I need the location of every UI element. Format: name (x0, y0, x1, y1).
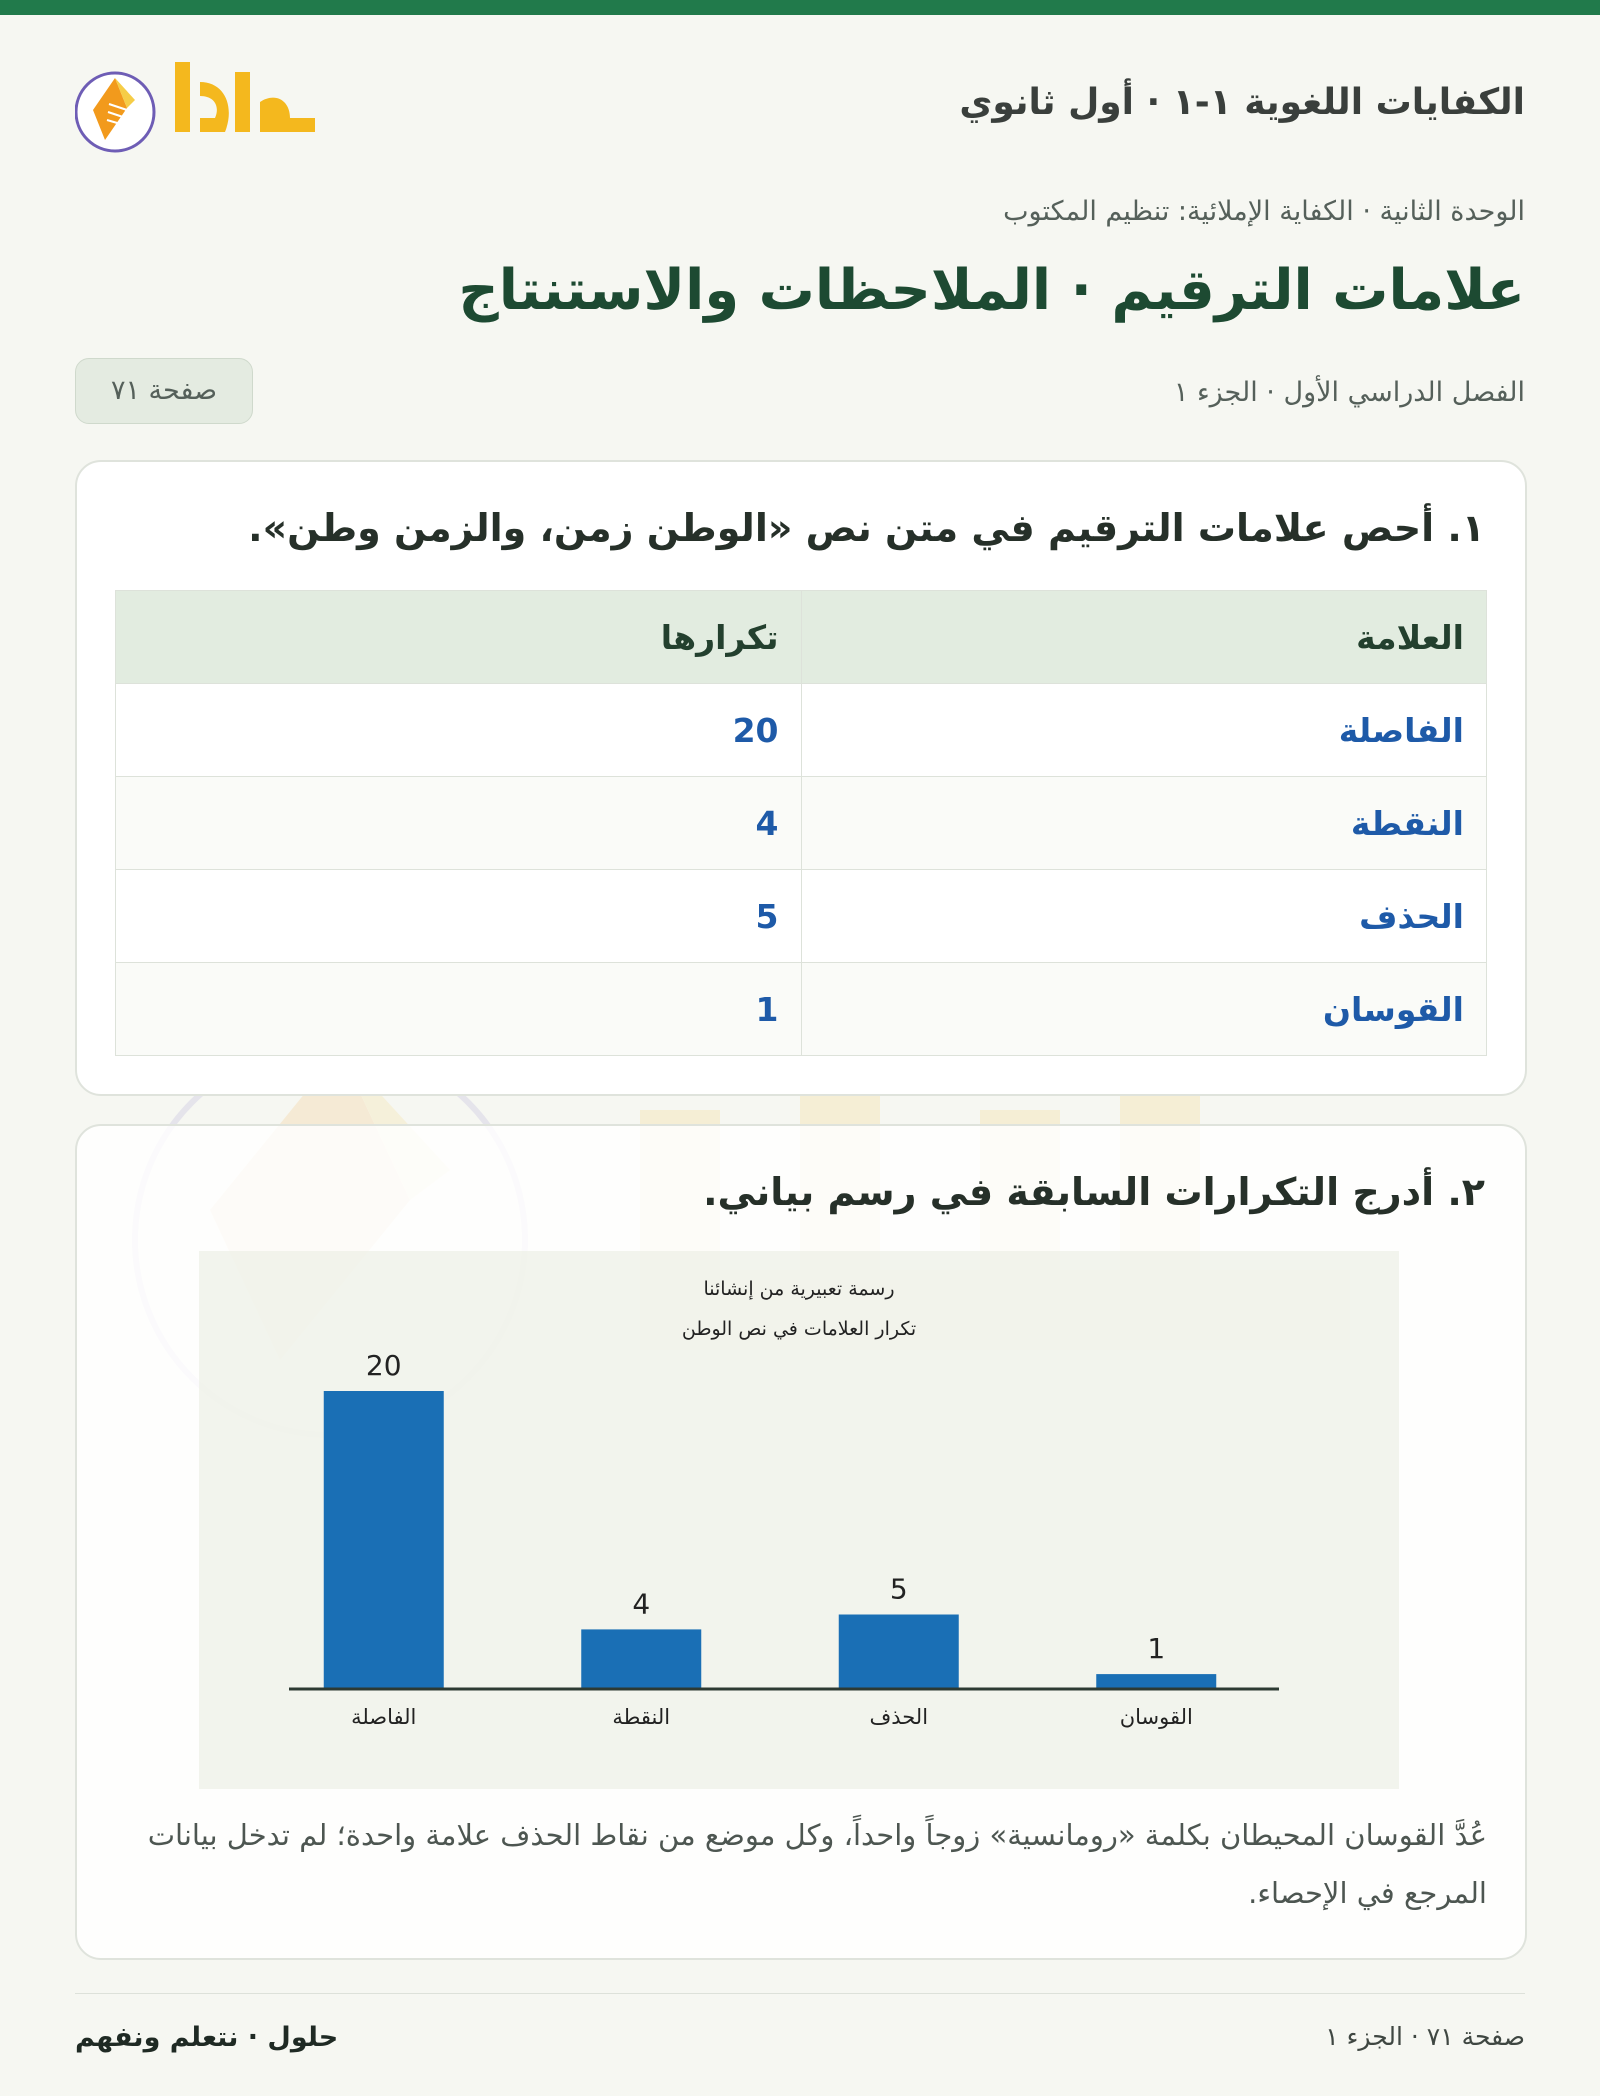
bar-value-label: 1 (1147, 1632, 1166, 1666)
mark-cell: الفاصلة (801, 684, 1487, 777)
question-1-title: ١. أحص علامات الترقيم في متن نص «الوطن زمن، والزمن وطن». (248, 506, 1485, 550)
bar-4 (1096, 1674, 1216, 1689)
semester-line: الفصل الدراسي الأول · الجزء ١ (1173, 377, 1525, 408)
table-row (116, 684, 1487, 777)
chart-subtitle: رسمة تعبيرية من إنشائنا (703, 1278, 895, 1300)
question-2-title: ٢. أدرج التكرارات السابقة في رسم بياني. (703, 1170, 1485, 1214)
page-header (75, 52, 1525, 162)
question-1-card (75, 460, 1527, 1096)
mark-cell: الحذف (801, 870, 1487, 963)
question-2-card (75, 1124, 1527, 1960)
x-tick-label: النقطة (612, 1705, 671, 1729)
column-header-mark: العلامة (801, 591, 1487, 684)
book-icon (76, 73, 154, 151)
x-tick-label: الحذف (869, 1705, 929, 1729)
count-cell: 1 (116, 963, 802, 1056)
bar-3 (839, 1615, 959, 1690)
table-row (116, 870, 1487, 963)
bar-value-label: 20 (365, 1349, 402, 1382)
count-cell: 5 (116, 870, 802, 963)
count-cell: 4 (116, 777, 802, 870)
footer-divider (75, 1993, 1525, 1994)
chart-title: تكرار العلامات في نص الوطن (681, 1318, 917, 1340)
counting-note: عُدَّ القوسان المحيطان بكلمة «رومانسية» زوجاً واحداً، وكل موضع من نقاط الحذف علامة واحدة؛ لم تدخل بيانات المرجع في الإحصاء. (147, 1818, 1487, 1910)
count-cell: 20 (116, 684, 802, 777)
punctuation-count-table (115, 590, 1487, 1056)
bar-1 (324, 1391, 444, 1689)
column-header-count: تكرارها (116, 591, 802, 684)
footer-brand: حلول · نتعلم ونفهم (75, 2022, 339, 2053)
bar-chart (199, 1251, 1399, 1789)
footer-page-info: صفحة ٧١ · الجزء ١ (1325, 2022, 1525, 2051)
logo-text: حلول (242, 158, 245, 159)
bar-value-label: 5 (889, 1572, 908, 1606)
x-tick-label: القوسان (1119, 1705, 1193, 1729)
page-badge: صفحة ٧١ (75, 358, 253, 424)
book-title: الكفايات اللغوية ١-١ · أول ثانوي (959, 82, 1525, 123)
bar-value-label: 4 (632, 1587, 651, 1621)
logo-wordmark (175, 62, 315, 159)
table-row (116, 963, 1487, 1056)
bar-2 (581, 1629, 701, 1689)
hulul-logo (75, 52, 345, 162)
unit-subtitle: الوحدة الثانية · الكفاية الإملائية: تنظيم المكتوب (1003, 196, 1525, 227)
table-row (116, 777, 1487, 870)
table-header-row (116, 591, 1487, 684)
bar-chart-panel (199, 1251, 1399, 1789)
x-tick-label: الفاصلة (351, 1705, 417, 1729)
lesson-title: علامات الترقيم · الملاحظات والاستنتاج (458, 258, 1525, 323)
top-accent-bar (0, 0, 1600, 15)
mark-cell: القوسان (801, 963, 1487, 1056)
mark-cell: النقطة (801, 777, 1487, 870)
